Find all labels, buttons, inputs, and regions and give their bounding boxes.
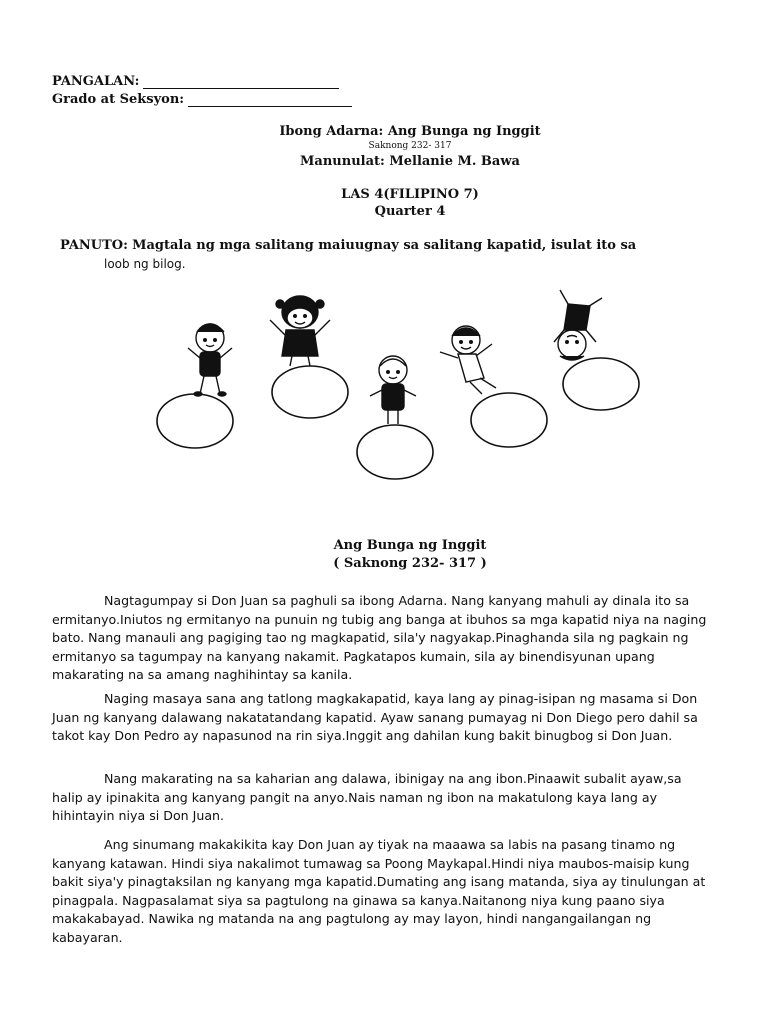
answer-circle-2: [272, 366, 348, 418]
grade-field-row: [52, 92, 352, 107]
author-line: Manunulat: Mellanie M. Bawa: [300, 154, 520, 169]
instruction-continuation: loob ng bilog.: [104, 257, 186, 271]
story-title: Ang Bunga ng Inggit: [333, 538, 487, 553]
story-paragraph: Ang sinumang makakikita kay Don Juan ay tiyak na maaawa sa labis na pasang tinamo ng kanyang katawan. Hindi siya nakalimot tumawag sa Poong Maykapal.Hindi niya maubos-maisip kung bakit siya'y pinagtaksilan ng kanyang mga kapatid.Dumating ang isang matanda, siya ay tinulungan at pinagpala. Nagpasalamat siya sa pagtulong na ginawa sa kanya.Naitanong niya kung paano siya makakabayad. Nawika ng matanda na ang pagtulong ay may layon, hindi nangangailangan ng kabayaran.: [52, 837, 706, 945]
answer-circle-5: [563, 358, 639, 410]
answer-circle-4: [471, 393, 547, 447]
story-subtitle: ( Saknong 232- 317 ): [333, 556, 487, 571]
grade-label: Grado at Seksyon:: [52, 92, 185, 107]
kid-figure-2: [270, 296, 330, 366]
story-paragraph: Nang makarating na sa kaharian ang dalawa, ibinigay na ang ibon.Pinaawit subalit ayaw,sa halip ay ipinakita ang kanyang pangit na anyo.Nais naman ng ibon na makatulong kaya lang ay hihintayin niya si Don Juan.: [52, 771, 682, 824]
stanza-range: Saknong 232- 317: [368, 141, 452, 151]
instruction-text: Magtala ng mga salitang maiuugnay sa salitang kapatid, isulat ito sa: [132, 238, 637, 253]
instruction-label: PANUTO:: [60, 238, 128, 253]
las-label: LAS 4(FILIPINO 7): [341, 187, 479, 202]
kid-figure-4: [440, 326, 496, 394]
kids-on-circles-figure: [140, 286, 660, 486]
worksheet-title: Ibong Adarna: Ang Bunga ng Inggit: [279, 124, 541, 139]
story-paragraph: Nagtagumpay si Don Juan sa paghuli sa ibong Adarna. Nang kanyang mahuli ay dinala ito sa ermitanyo.Iniutos ng ermitanyo na punuin ng tubig ang banga at ibuhos sa mga kapatid niya na naging bato. Nang manauli ang pagiging tao ng magkapatid, sila'y nagyakap.Pinaghanda sila ng pagkain ng ermitanyo sa tagumpay na kanyang nakamit. Pagkatapos kumain, sila ay binendisyunan upang makarating na sa amang naghihintay sa kanila.: [52, 593, 707, 683]
answer-circle-1: [157, 394, 233, 448]
quarter-label: Quarter 4: [374, 204, 446, 219]
kid-figure-1: [188, 324, 232, 396]
story-paragraph: Naging masaya sana ang tatlong magkakapatid, kaya lang ay pinag-isipan ng masama si Don Juan ng kanyang dalawang nakatatandang kapatid. Ayaw sanang pumayag ni Don Diego pero dahil sa takot kay Don Pedro ay napasunod na rin siya.Inggit ang dahilan kung bakit binugbog si Don Juan.: [52, 691, 698, 744]
name-field-row: [52, 74, 339, 89]
answer-circle-3: [357, 425, 433, 479]
name-label: PANGALAN:: [52, 74, 140, 89]
instruction: [60, 238, 740, 253]
kid-figure-5: [554, 290, 602, 360]
grade-blank-line[interactable]: [188, 94, 352, 107]
name-blank-line[interactable]: [143, 76, 339, 89]
kid-figure-3: [370, 356, 416, 424]
